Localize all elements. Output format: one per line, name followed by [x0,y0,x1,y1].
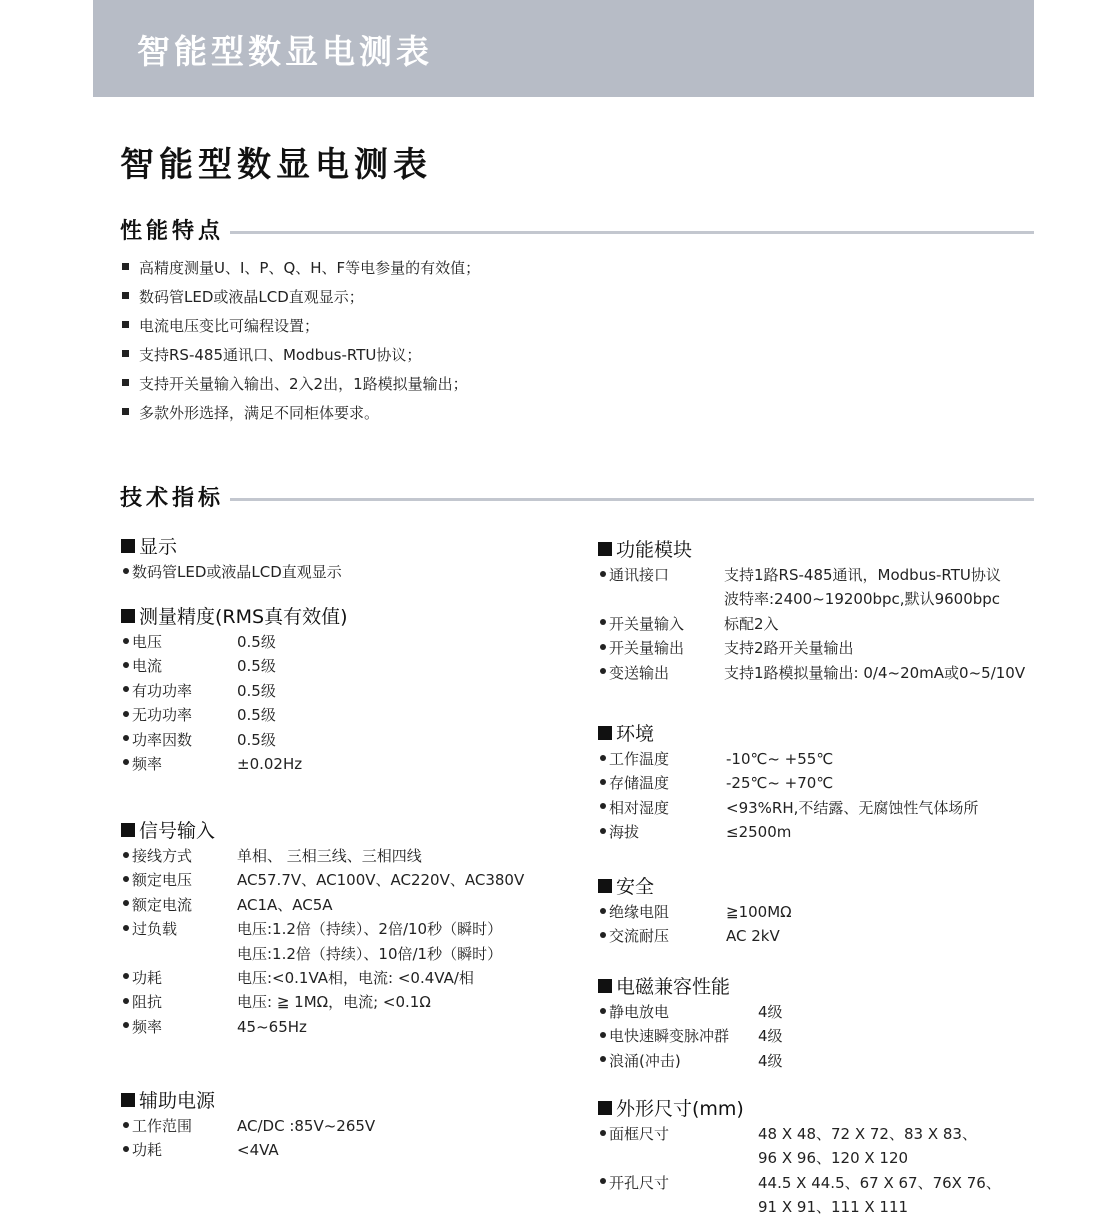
spec-key: 功耗 [123,966,162,990]
spec-key: 变送输出 [600,661,669,685]
spec-value: 45~65Hz [237,1017,307,1036]
spec-value: AC/DC :85V~265V [237,1117,376,1135]
spec-key: 通讯接口 [600,563,669,587]
spec-key: 接线方式 [123,844,192,868]
bullet-dot-icon [600,1032,606,1038]
spec-row [598,747,834,771]
spec-key: 海拔 [600,820,639,844]
section-title: 技术指标 [120,484,230,514]
square-bullet-icon [598,879,612,893]
spec-key: 开关量输入 [600,612,684,636]
spec-row [598,1171,1001,1195]
spec-key: 电流 [123,654,162,678]
spec-value: 4级 [758,1027,783,1046]
bullet-dot-icon [600,1178,606,1184]
spec-key: 相对湿度 [600,796,669,820]
spec-row [121,654,347,678]
spec-key: 开关量输出 [600,636,684,660]
spec-key: 频率 [123,752,162,776]
square-bullet-icon [121,823,135,837]
spec-value: 电压:<0.1VA相，电流: <0.4VA/相 [237,968,474,987]
spec-value: 91 X 91、111 X 111 [758,1198,909,1217]
spec-value: 48 X 48、72 X 72、83 X 83、 [758,1125,977,1143]
spec-block-title: 显示 [121,534,177,560]
bullet-dot-icon [123,638,129,644]
spec-value: ≤2500m [726,823,792,842]
bullet-dot-icon [600,932,606,938]
spec-row [598,900,792,924]
spec-row [598,924,780,948]
spec-key: 工作范围 [123,1114,192,1138]
spec-row [121,917,503,941]
bullet-dot-icon [123,998,129,1004]
bullet-dot-icon [123,1122,129,1128]
spec-block-environment [598,721,979,845]
square-bullet-icon [121,1093,135,1107]
spec-row [598,661,1026,685]
spec-value: <4VA [237,1141,279,1160]
spec-row [598,587,1001,611]
spec-key: 面框尺寸 [600,1122,669,1146]
spec-row [598,1195,909,1219]
spec-block-dimensions [598,1096,1001,1220]
spec-value: 波特率:2400~19200bpc,默认9600bpc [724,590,1001,609]
spec-key: 存储温度 [600,771,669,795]
spec-row [598,1000,783,1024]
spec-block-display [121,534,342,584]
spec-block-emc [598,974,783,1073]
spec-key: 功率因数 [123,728,192,752]
bullet-dot-icon [600,668,606,674]
header-banner [93,0,1034,97]
spec-value: 0.5级 [237,730,276,749]
spec-key: 浪涌(冲击) [600,1049,681,1073]
square-bullet-icon [122,379,129,386]
spec-value: -10℃~ +55℃ [726,750,834,768]
square-bullet-icon [121,609,135,623]
banner-title: 智能型数显电测表 [137,32,433,71]
spec-row [598,1122,977,1146]
spec-value: AC 2kV [726,927,780,946]
spec-value: 96 X 96、120 X 120 [758,1149,909,1168]
spec-value: -25℃~ +70℃ [726,774,834,793]
bullet-dot-icon [123,711,129,717]
spec-row [598,1146,909,1170]
spec-key: 电压 [123,630,162,654]
spec-block-title: 电磁兼容性能 [598,974,730,1000]
spec-row [121,966,474,990]
bullet-dot-icon [123,900,129,906]
spec-value: 44.5 X 44.5、67 X 67、76X 76、 [758,1173,1001,1192]
spec-key: 交流耐压 [600,924,669,948]
section-divider [228,498,1034,501]
bullet-dot-icon [123,662,129,668]
spec-row [598,796,979,820]
section-header-features [120,217,1034,247]
spec-row [121,868,525,892]
spec-key: 有功功率 [123,679,192,703]
bullet-dot-icon [123,1146,129,1152]
square-bullet-icon [122,350,129,357]
spec-row [121,728,347,752]
spec-value: AC57.7V、AC100V、AC220V、AC380V [237,871,525,890]
spec-key: 额定电流 [123,893,192,917]
spec-row [121,752,347,776]
spec-row [121,844,422,868]
spec-key: 阻抗 [123,990,162,1014]
spec-key: 电快速瞬变脉冲群 [600,1024,729,1048]
square-bullet-icon [598,1101,612,1115]
spec-key: 功耗 [123,1138,162,1162]
bullet-dot-icon [600,1056,606,1062]
section-divider [228,231,1034,234]
spec-block-title: 信号输入 [121,818,215,844]
spec-value: 支持1路RS-485通讯，Modbus-RTU协议 [724,566,1001,584]
bullet-dot-icon [600,619,606,625]
feature-item: 支持开关量输入输出、2入2出，1路模拟量输出； [122,371,480,400]
section-header-specs [120,484,1034,514]
spec-key: 无功功率 [123,703,192,727]
spec-row [598,563,1001,587]
spec-row [121,893,333,917]
spec-value: 0.5级 [237,706,276,725]
spec-value: 电压:1.2倍（持续）、10倍/1秒（瞬时） [237,944,503,963]
square-bullet-icon [121,539,135,553]
square-bullet-icon [122,321,129,328]
spec-block-title: 安全 [598,874,654,900]
spec-value: 4级 [758,1003,783,1021]
spec-key: 静电放电 [600,1000,669,1024]
spec-row [598,1024,783,1048]
square-bullet-icon [122,292,129,299]
bullet-dot-icon [123,876,129,882]
spec-key: 过负载 [123,917,177,941]
spec-value: AC1A、AC5A [237,895,333,914]
spec-row [121,1138,279,1162]
spec-row [121,1015,307,1039]
spec-key: 额定电压 [123,868,192,892]
spec-row [121,679,347,703]
bullet-dot-icon [600,1130,606,1136]
bullet-dot-icon [600,828,606,834]
spec-value: 电压: ≧ 1MΩ，电流; <0.1Ω [237,993,431,1012]
spec-block-title: 外形尺寸(mm) [598,1096,744,1122]
spec-value: <93%RH,不结露、无腐蚀性气体场所 [726,798,979,817]
bullet-dot-icon [600,1008,606,1014]
bullet-dot-icon [123,852,129,858]
bullet-dot-icon [123,568,129,574]
spec-row [598,612,779,636]
bullet-dot-icon [600,908,606,914]
bullet-dot-icon [123,686,129,692]
spec-value: 0.5级 [237,657,276,676]
spec-value: 单相、 三相三线、三相四线 [237,847,422,865]
square-bullet-icon [598,979,612,993]
feature-item: 高精度测量U、I、P、Q、H、F等电参量的有效值； [122,255,480,284]
spec-value: 支持1路模拟量输出: 0/4~20mA或0~5/10V [724,663,1026,682]
bullet-dot-icon [123,759,129,765]
spec-value: 0.5级 [237,633,276,651]
spec-block-signal [121,818,525,1039]
spec-row [121,942,503,966]
bullet-dot-icon [123,1022,129,1028]
bullet-dot-icon [123,925,129,931]
spec-block-function [598,537,1026,685]
spec-block-title: 测量精度(RMS真有效值) [121,604,347,630]
feature-item: 电流电压变比可编程设置； [122,313,480,342]
feature-list [122,255,480,429]
spec-value: 0.5级 [237,681,276,700]
bullet-dot-icon [600,571,606,577]
square-bullet-icon [122,263,129,270]
bullet-dot-icon [600,779,606,785]
bullet-dot-icon [123,973,129,979]
section-title: 性能特点 [120,217,230,247]
page-title: 智能型数显电测表 [120,145,432,185]
spec-row [598,636,854,660]
spec-row [598,771,834,795]
spec-value: 电压:1.2倍（持续）、2倍/10秒（瞬时） [237,920,503,939]
spec-value: 标配2入 [724,614,779,633]
spec-row [121,1114,376,1138]
bullet-dot-icon [600,644,606,650]
spec-value: 支持2路开关量输出 [724,639,854,658]
spec-key: 开孔尺寸 [600,1171,669,1195]
spec-row [121,703,347,727]
feature-item: 数码管LED或液晶LCD直观显示； [122,284,480,313]
spec-value: ±0.02Hz [237,754,303,773]
feature-item: 多款外形选择，满足不同柜体要求。 [122,400,480,429]
spec-block-title: 辅助电源 [121,1088,215,1114]
spec-block-accuracy [121,604,347,776]
spec-block-title: 环境 [598,721,654,747]
spec-block-safety [598,874,792,949]
spec-value: ≧100MΩ [726,903,792,921]
spec-row: 数码管LED或液晶LCD直观显示 [121,560,177,584]
square-bullet-icon [122,408,129,415]
spec-key: 工作温度 [600,747,669,771]
square-bullet-icon [598,726,612,740]
bullet-dot-icon [123,735,129,741]
spec-key: 绝缘电阻 [600,900,669,924]
spec-row [598,1049,783,1073]
spec-row [598,820,792,844]
spec-row [121,990,431,1014]
bullet-dot-icon [600,803,606,809]
spec-row [121,630,347,654]
bullet-dot-icon [600,755,606,761]
spec-value: 4级 [758,1051,783,1070]
spec-block-aux-power [121,1088,376,1163]
square-bullet-icon [598,542,612,556]
spec-block-title: 功能模块 [598,537,692,563]
spec-key: 频率 [123,1015,162,1039]
feature-item: 支持RS-485通讯口、Modbus-RTU协议； [122,342,480,371]
